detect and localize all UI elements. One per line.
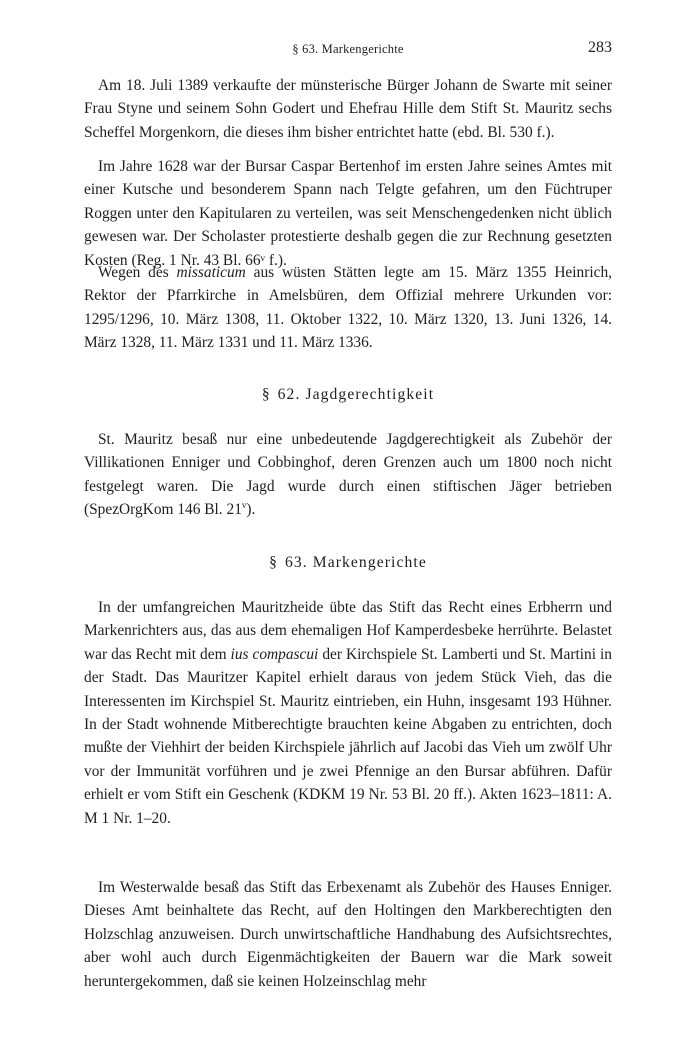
missaticum-text-before: Wegen des — [98, 264, 177, 281]
mauritzheide-text-before: In der umfangreichen Mauritzheide übte das Stift das Recht eines Erbherrn und Markenrichters aus, das aus dem ehemaligen Hof Kamperdesbeke herrührte. Belastet war das Recht mit dem — [84, 599, 612, 663]
paragraph-jagdgerechtigkeit — [84, 428, 612, 522]
missaticum-text-after: aus wüsten Stätten legte am 15. März 1355 Heinrich, Rektor der Pfarrkirche in Amelsbüren, dem Offizial mehrere Urkunden vor: 1295/1296, 10. März 1308, 11. Oktober 1322, 10. März 1320, 13. Juni 1326, 14. März 1328, 11. März 1331 und 11. März 1336. — [84, 264, 613, 352]
section-title-62: 62. Jagdgerechtigkeit — [277, 386, 435, 403]
jagd-text-after: ). — [246, 501, 256, 519]
section-title-63: 63. Markengerichte — [284, 554, 427, 571]
book-page — [84, 0, 612, 1048]
paragraph-westerwalde: Im Westerwalde besaß das Stift das Erbexenamt als Zubehör des Hauses Enniger. Dieses Amt beinhaltete das Recht, auf den Holtingen den Markberechtigten den Holzschlag anzuweisen. Durch unwirtschaftliche Handhabung des Aufsichtsrechtes, aber wohl auch durch Eigenmächtigkeiten der Bauern war die Mark soweit heruntergekommen, daß sie keinen Holzeinschlag mehr — [84, 879, 612, 990]
section-sign: § — [261, 386, 270, 403]
ius-compascui-term: ius compascui — [230, 645, 319, 663]
verso-superscript: v — [241, 500, 247, 511]
mauritzheide-text-after: der Kirchspiele St. Lamberti und St. Martini in der Stadt. Das Mauritzer Kapitel erhielt daraus von jedem Stück Vieh, das die Interessenten im Kirchspiel St. Mauritz eintrieben, ein Huhn, insgesamt 193 Hühner. In der Stadt wohnende Mitberechtigte brauchten keine Abgaben zu entrichten, doch mußte der Viehhirt der beiden Kirchspiele jährlich auf Jacobi das Vieh um zwölf Uhr vor der Immunität vorführen und je zwei Pfennige an den Bursar abführen. Dafür erhielt er vom Stift ein Geschenk (KDKM 19 Nr. 53 Bl. 20 ff.). Akten 1623–1811: A. M 1 Nr. 1–20. — [84, 645, 612, 827]
section-sign: § — [269, 554, 277, 571]
running-head-title: § 63. Markengerichte — [292, 42, 404, 56]
jagd-text-before: St. Mauritz besaß nur eine unbedeutende Jagdgerechtigkeit als Zubehör der Villikationen Enniger und Cobbinghof, deren Grenzen auch um 1800 noch nicht festgelegt waren. Die Jagd wurde durch einen stiftischen Jäger betrieben (SpezOrgKom 146 Bl. 21 — [84, 431, 612, 519]
paragraph-sale-1389: Am 18. Juli 1389 verkaufte der münsterische Bürger Johann de Swarte mit seiner Frau Styne und seinem Sohn Godert und Ehefrau Hille dem Stift St. Mauritz sechs Scheffel Morgenkorn, die dieses ihm bisher entrichtet hatte (ebd. Bl. 530 f.). — [84, 77, 612, 141]
page-number: 283 — [588, 39, 612, 56]
paragraph-mauritzheide — [84, 596, 612, 830]
section-heading-62 — [84, 386, 612, 404]
paragraph-missaticum — [84, 261, 612, 355]
section-heading-63 — [84, 554, 612, 572]
running-head — [84, 38, 612, 60]
missaticum-term: missaticum — [176, 264, 246, 281]
paragraph-bursar-1628: Im Jahre 1628 war der Bursar Caspar Bertenhof im ersten Jahre seines Amtes mit einer Kutsche und besonderem Spann nach Telgte gefahren, um den Füchtruper Roggen unter den Kapitularen zu verteilen, was seit Menschengedenken nicht üblich gewesen war. Der Scholaster protestierte deshalb gegen die zur Rechnung gesetzten Kosten (Reg. 1 Nr. 43 Bl. 66ᵛ f.). — [84, 158, 612, 269]
